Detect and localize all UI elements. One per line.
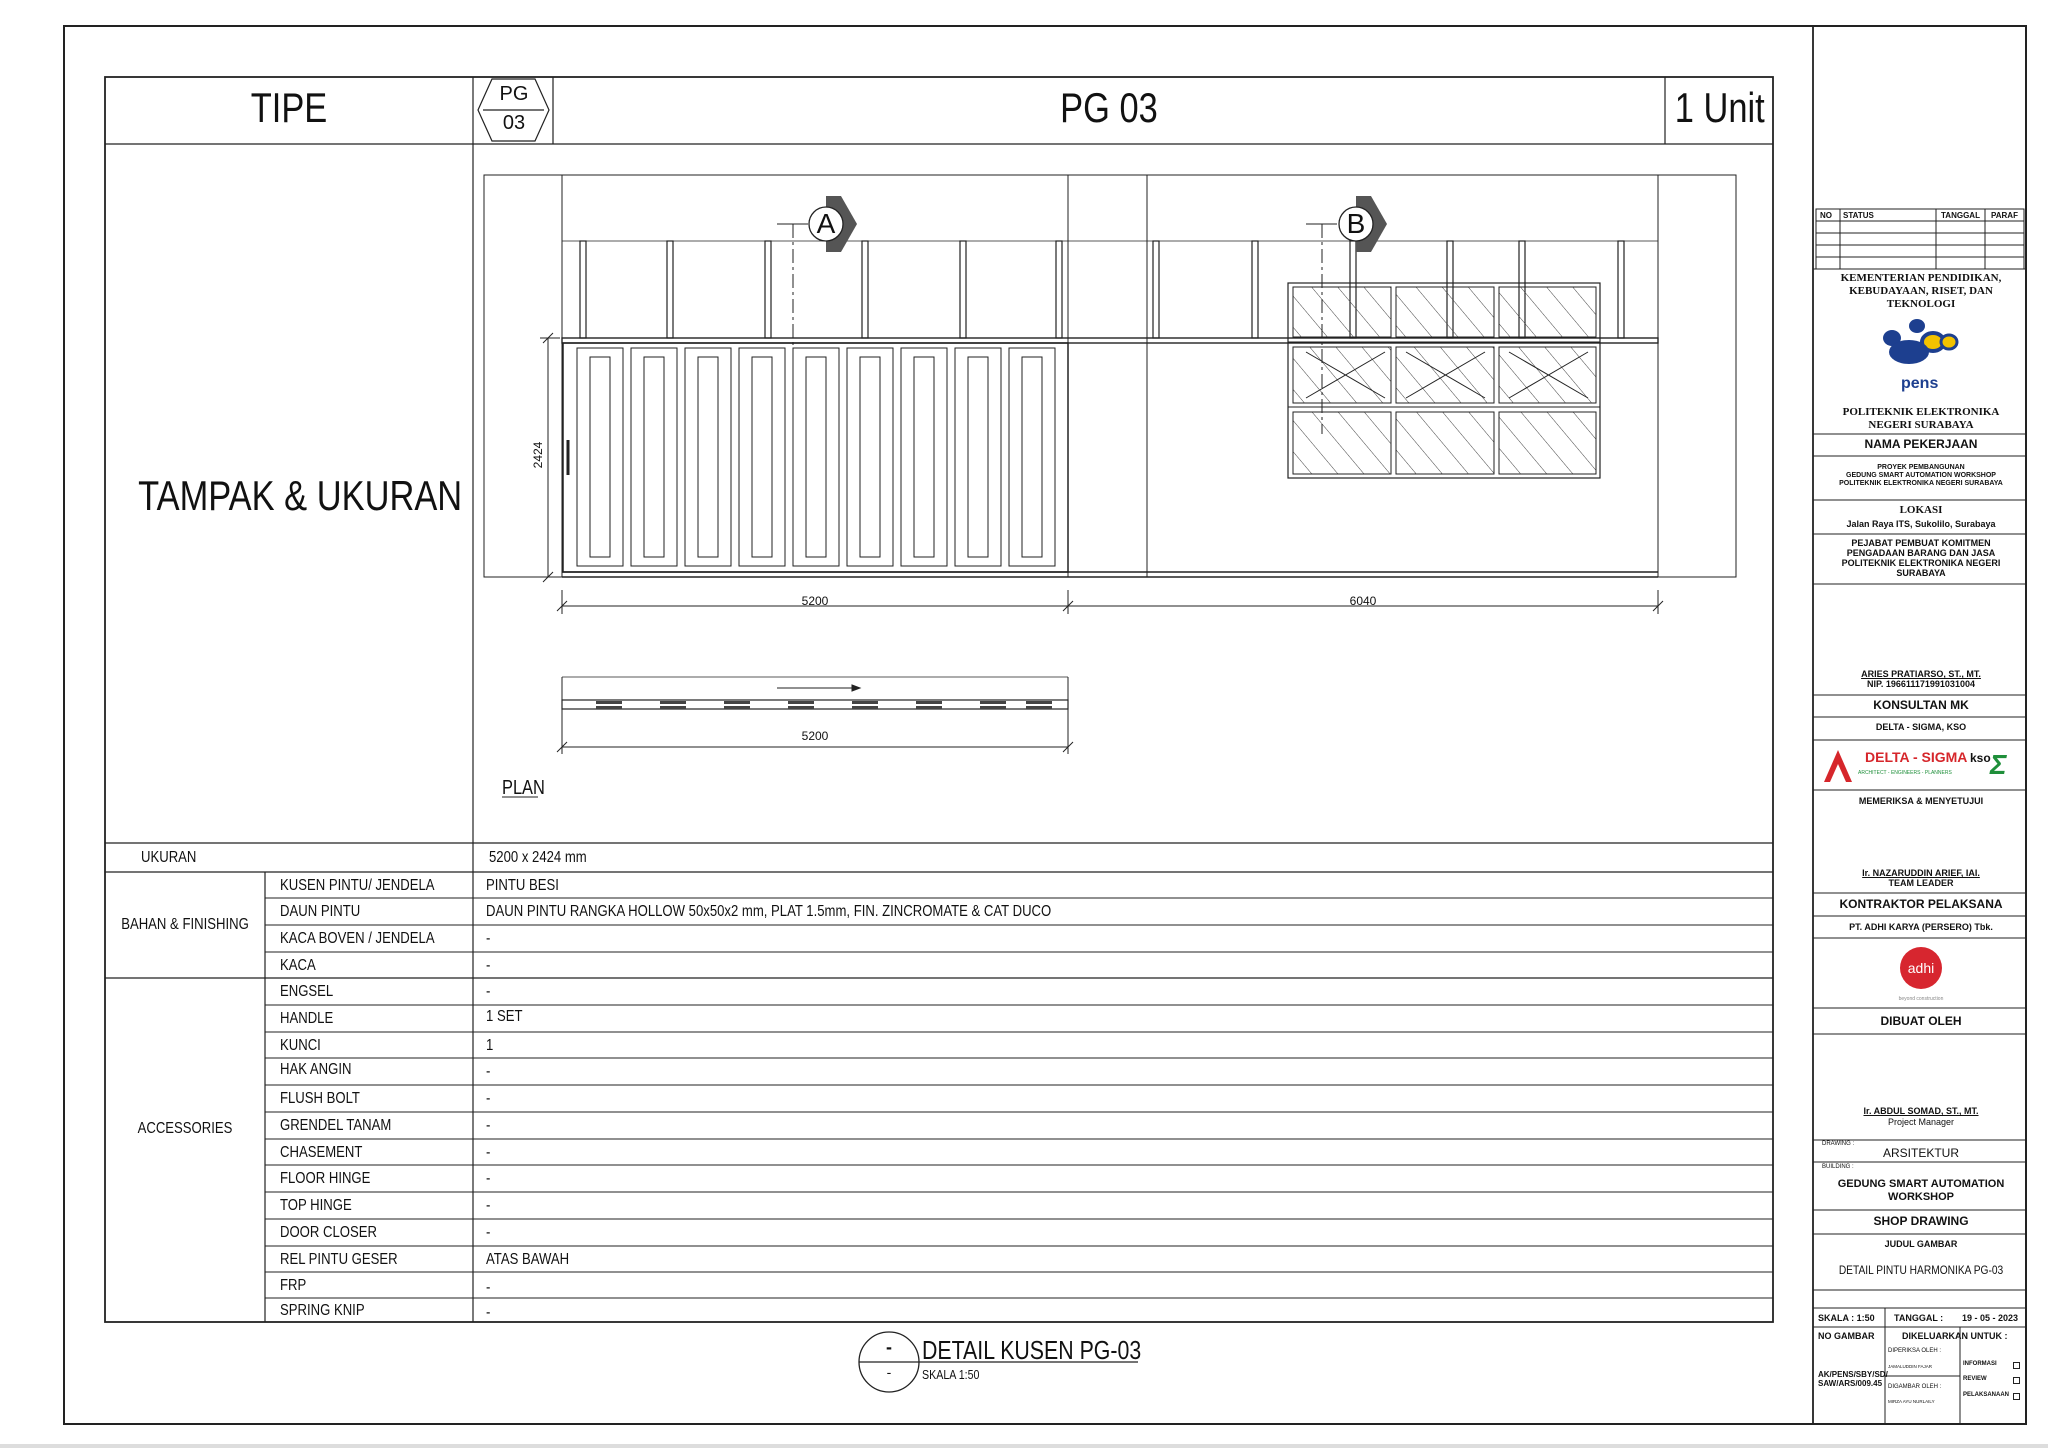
ministry-line-1: KEMENTERIAN PENDIDIKAN, [1840,272,2002,284]
title-block [1816,0,2027,1448]
spec-item: ENGSEL [280,983,334,1000]
spec-item: KUSEN PINTU/ JENDELA [280,877,435,894]
unit-count: 1 Unit [1674,84,1765,131]
spec-value: - [486,930,491,947]
tipe-label: TIPE [250,84,328,131]
drawing-label: DRAWING : [1822,1141,1855,1147]
nama-pekerjaan-label: NAMA PEKERJAAN [1864,437,1978,451]
delta-logo-sub: ARCHITECT - ENGINEERS - PLANNERS [1858,770,1952,776]
callout-a-label: A [816,208,836,239]
dim-height: 2424 [531,441,545,469]
checkbox-pelaksanaan[interactable] [2013,1393,2020,1400]
institution-line-1: POLITEKNIK ELEKTRONIKA [1842,406,2000,418]
tanggal-value: 19 - 05 - 2023 [1962,1313,2019,1323]
shop-drawing-label: SHOP DRAWING [1873,1214,1969,1228]
spec-item: KUNCI [280,1037,321,1054]
ukuran-label: UKURAN [141,849,197,866]
spec-value: - [486,1224,491,1241]
spec-item: HAK ANGIN [280,1061,352,1078]
building-line-2: WORKSHOP [1888,1191,1954,1203]
no-gambar-line-1: AK/PENS/SBY/SD/ [1818,1370,1888,1379]
spec-item: FRP [280,1277,307,1294]
institution-line-2: NEGERI SURABAYA [1868,419,1974,431]
spec-value: - [486,1304,491,1321]
issue-pelaksanaan: PELAKSANAAN [1963,1392,2010,1398]
ppk-line-3: POLITEKNIK ELEKTRONIKA NEGERI [1841,558,2001,568]
judul-value: DETAIL PINTU HARMONIKA PG-03 [1838,1263,2004,1277]
ministry-line-3: TEKNOLOGI [1886,298,1956,310]
spec-item: DAUN PINTU [280,903,361,920]
elevation-drawing [484,175,1736,614]
konsultan-name: DELTA - SIGMA, KSO [1875,722,1967,732]
memeriksa-label: MEMERIKSA & MENYETUJUI [1858,796,1984,806]
dibuat-label: DIBUAT OLEH [1880,1014,1962,1028]
detail-scale: SKALA 1:50 [922,1367,980,1382]
section-label: TAMPAK & UKURAN [138,472,463,519]
status-header-no: NO [1820,211,1832,220]
spec-value: - [486,1279,491,1296]
type-tag-top: PG [499,83,529,105]
ppk-line-4: SURABAYA [1896,568,1946,578]
kontraktor-label: KONTRAKTOR PELAKSANA [1839,897,2003,911]
spec-value: ATAS BAWAH [486,1251,570,1268]
team-leader-role: TEAM LEADER [1888,878,1954,888]
ppk-nip: NIP. 196611171991031004 [1867,679,1975,689]
spec-item: FLOOR HINGE [280,1170,371,1187]
digambar-label: DIGAMBAR OLEH : [1888,1384,1942,1390]
pm-name: Ir. ABDUL SOMAD, ST., MT. [1863,1106,1979,1116]
adhi-tagline: beyond construction [1898,996,1944,1002]
spec-value: DAUN PINTU RANGKA HOLLOW 50x50x2 mm, PLAT 1.5mm, FIN. ZINCROMATE & CAT DUCO [486,903,1052,920]
spec-item: KACA BOVEN / JENDELA [280,930,435,947]
konsultan-label: KONSULTAN MK [1873,698,1969,712]
status-header-paraf: PARAF [1991,211,2018,220]
spec-value: - [486,957,491,974]
dikeluarkan-label: DIKELUARKAN UNTUK : [1902,1331,2008,1341]
spec-value: - [486,1197,491,1214]
spec-value: - [486,1117,491,1134]
plan-drawing [502,677,1073,797]
team-leader-name: Ir. NAZARUDDIN ARIEF, IAI. [1862,868,1980,878]
project-line-3: POLITEKNIK ELEKTRONIKA NEGERI SURABAYA [1839,480,2003,487]
tanggal-label: TANGGAL : [1894,1313,1944,1323]
spec-value: 1 [486,1037,494,1054]
spec-value: - [486,983,491,1000]
callout-b-label: B [1346,208,1366,239]
type-name: PG 03 [1060,84,1158,131]
drawing-value: ARSITEKTUR [1882,1146,1959,1160]
spec-value: 1 SET [486,1008,523,1025]
judul-label: JUDUL GAMBAR [1884,1239,1958,1249]
detail-symbol-bottom: - [886,1364,892,1380]
checkbox-review[interactable] [2013,1377,2020,1384]
spec-item: KACA [280,957,316,974]
project-line-1: PROYEK PEMBANGUNAN [1877,464,1965,471]
plan-label: PLAN [502,777,545,799]
ukuran-value: 5200 x 2424 mm [489,849,587,866]
spec-value: PINTU BESI [486,877,559,894]
building-label: BUILDING : [1822,1164,1854,1170]
ppk-line-2: PENGADAAN BARANG DAN JASA [1846,548,1996,558]
pens-logo-text: pens [1901,375,1939,392]
spec-item: TOP HINGE [280,1197,352,1214]
ministry-line-2: KEBUDAYAAN, RISET, DAN [1849,285,1993,297]
issue-review: REVIEW [1963,1376,1987,1382]
spec-item: REL PINTU GESER [280,1251,398,1268]
spec-item: GRENDEL TANAM [280,1117,392,1134]
sigma-icon: Σ [1990,749,2007,780]
lokasi-label: LOKASI [1899,504,1943,516]
delta-logo-text: DELTA - SIGMA [1865,749,1968,765]
delta-sigma-logo [1820,742,2024,788]
checkbox-informasi[interactable] [2013,1362,2020,1369]
dim-width-right: 6040 [1349,594,1377,608]
spec-item: FLUSH BOLT [280,1090,360,1107]
diperiksa-name: JAMALUDDIN FAJAR [1888,1364,1933,1369]
status-header-status: STATUS [1843,211,1874,220]
spec-value: - [486,1090,491,1107]
pm-role: Project Manager [1887,1117,1955,1127]
project-line-2: GEDUNG SMART AUTOMATION WORKSHOP [1846,472,1996,479]
spec-item: SPRING KNIP [280,1302,365,1319]
digambar-name: MIRZA AYU NURLAILY [1888,1399,1935,1404]
pens-logo [1879,316,1963,396]
spec-value: - [486,1063,491,1080]
kontraktor-name: PT. ADHI KARYA (PERSERO) Tbk. [1849,922,1993,932]
diperiksa-label: DIPERIKSA OLEH : [1888,1348,1942,1354]
status-header-tanggal: TANGGAL [1941,211,1980,220]
plan-dim: 5200 [801,729,829,743]
no-gambar-label: NO GAMBAR [1818,1331,1875,1341]
lokasi-value: Jalan Raya ITS, Sukolilo, Surabaya [1846,519,1996,529]
detail-symbol-top: - [886,1337,892,1357]
adhi-logo [1886,946,1956,1002]
spec-item: CHASEMENT [280,1144,363,1161]
detail-title: DETAIL KUSEN PG-03 [922,1335,1142,1365]
spec-value: - [486,1170,491,1187]
dim-width-left: 5200 [801,594,829,608]
bahan-group-label: BAHAN & FINISHING [121,916,249,933]
spec-item: HANDLE [280,1010,334,1027]
delta-logo-kso: kso [1970,751,1991,765]
skala-label: SKALA : 1:50 [1818,1313,1875,1323]
building-line-1: GEDUNG SMART AUTOMATION [1837,1178,2005,1190]
ppk-name: ARIES PRATIARSO, ST., MT. [1861,669,1981,679]
accessories-group-label: ACCESSORIES [137,1120,233,1137]
adhi-logo-text: adhi [1907,960,1935,976]
type-tag-bottom: 03 [502,112,526,134]
no-gambar-line-2: SAW/ARS/009.45 [1818,1379,1883,1388]
spec-value: - [486,1144,491,1161]
ppk-line-1: PEJABAT PEMBUAT KOMITMEN [1851,538,1991,548]
spec-item: DOOR CLOSER [280,1224,377,1241]
issue-informasi: INFORMASI [1963,1361,1997,1367]
